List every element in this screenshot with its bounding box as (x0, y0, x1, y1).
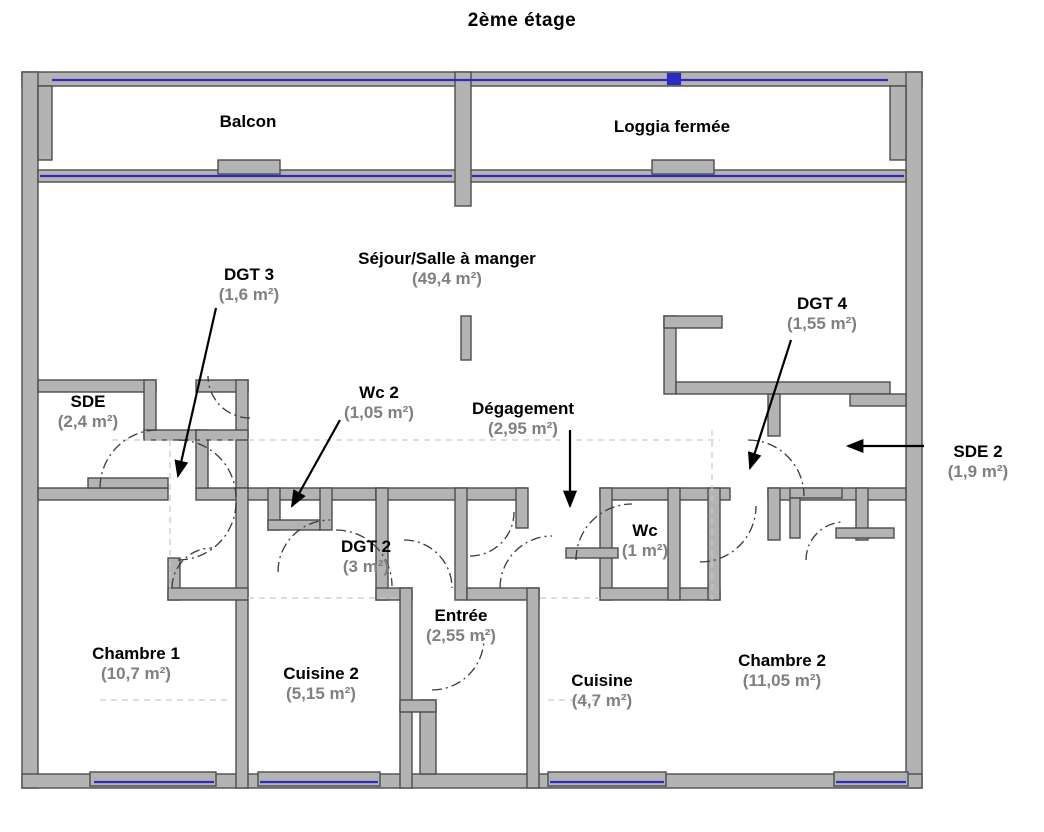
room-label-dgt-3: DGT 3 (1,6 m²) (218, 265, 280, 305)
room-label-wc-2: Wc 2 (1,05 m²) (344, 383, 414, 423)
room-label-dgt-4: DGT 4 (1,55 m²) (787, 294, 857, 334)
room-label-cuisine-2: Cuisine 2 (5,15 m²) (283, 664, 359, 704)
page-title: 2ème étage (467, 10, 577, 31)
room-label-sde: SDE (2,4 m²) (57, 392, 119, 432)
room-label-chambre-1: Chambre 1 (10,7 m²) (92, 644, 180, 684)
room-label-degagement: Dégagement (2,95 m²) (471, 399, 575, 439)
room-label-balcon: Balcon (219, 112, 277, 131)
room-label-dgt-2: DGT 2 (3 m²) (340, 537, 392, 577)
room-label-wc: Wc (1 m²) (621, 521, 669, 561)
room-label-sde-2: SDE 2 (1,9 m²) (947, 442, 1009, 482)
room-label-cuisine: Cuisine (4,7 m²) (571, 671, 633, 711)
room-label-loggia-fermee: Loggia fermée (613, 117, 731, 136)
room-label-sejour-salle-a-manger: Séjour/Salle à manger (49,4 m²) (358, 249, 536, 289)
room-label-entree: Entrée (2,55 m²) (426, 606, 496, 646)
room-label-chambre-2: Chambre 2 (11,05 m²) (738, 651, 826, 691)
